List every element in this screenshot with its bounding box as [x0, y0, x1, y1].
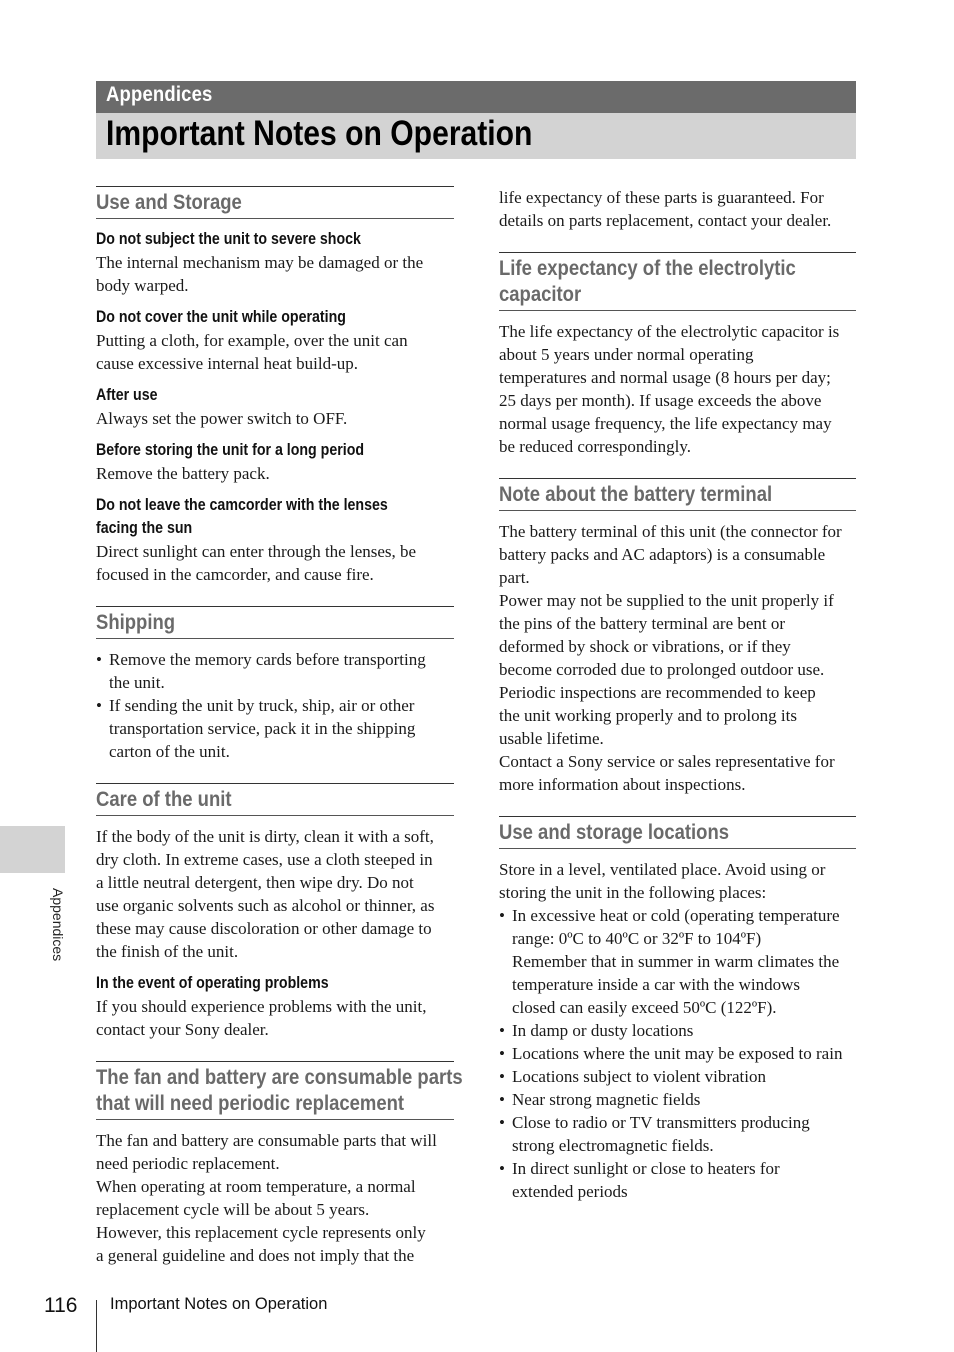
note-block-sun: [96, 494, 454, 586]
continuation-text: life expectancy of these parts is guaranteed. For details on parts replacement, contact your dealer.: [499, 188, 832, 230]
list-item: • Near strong magnetic fields: [499, 1088, 856, 1111]
right-column: [499, 186, 856, 1203]
list-item: • In excessive heat or cold (operating temperature range: 0ºC to 40ºC or 32ºF to 104ºF) Remember that in summer in warm climates the temperature inside a car with the windows closed can easily exceed 50ºC (122ºF).: [499, 904, 856, 1019]
note-title: Before storing the unit for a long period: [96, 441, 365, 459]
list-item: • Locations where the unit may be exposed to rain: [499, 1042, 856, 1065]
note-text: Remove the battery pack.: [96, 464, 270, 483]
page-number: 116: [44, 1294, 78, 1317]
battery-terminal-text: The battery terminal of this unit (the connector for battery packs and AC adaptors) is a consumable part. Power may not be supplied to the unit properly if the pins of the battery terminal are bent or deformed by shock or vibrations, or if they become corroded due to prolonged outdoor use. Periodic inspections are recommended to keep the unit working properly and to prolong its usable lifetime. Contact a Sony service or sales representative for more information about inspections.: [499, 522, 842, 794]
note-block-cover: [96, 306, 454, 375]
side-chapter-label: Appendices: [50, 888, 66, 962]
list-item: • Remove the memory cards before transporting the unit.: [96, 648, 454, 694]
chapter-banner: [96, 81, 856, 113]
footer-title: Important Notes on Operation: [110, 1295, 328, 1313]
section-heading-battery-terminal: Note about the battery terminal: [499, 478, 856, 511]
note-title: Do not subject the unit to severe shock: [96, 230, 361, 248]
list-item: • In damp or dusty locations: [499, 1019, 856, 1042]
list-item: • Locations subject to violent vibration: [499, 1065, 856, 1088]
note-title: facing the sun: [96, 519, 193, 537]
note-text: cause excessive internal heat build-up.: [96, 354, 358, 373]
section-heading-care: Care of the unit: [96, 783, 454, 816]
care-text: If the body of the unit is dirty, clean it with a soft, dry cloth. In extreme cases, use a cloth steeped in a little neutral detergent, then wipe dry. Do not use organic solvents such as alcohol or thinner, as these may cause discoloration or other damage to the finish of the unit.: [96, 827, 435, 961]
note-title: Do not cover the unit while operating: [96, 308, 346, 326]
list-item: • Close to radio or TV transmitters producing strong electromagnetic fields.: [499, 1111, 856, 1157]
locations-intro: Store in a level, ventilated place. Avoid using or storing the unit in the following places:: [499, 860, 826, 902]
section-heading-shipping: Shipping: [96, 606, 454, 639]
note-block-after-use: [96, 384, 454, 430]
note-block-shock: [96, 228, 454, 297]
fan-battery-text: The fan and battery are consumable parts that will need periodic replacement. When operating at room temperature, a normal replacement cycle will be about 5 years. However, this replacement cycle represents only a general guideline and does not imply that the: [96, 1131, 437, 1265]
page-title: Important Notes on Operation: [106, 114, 533, 153]
list-item: • If sending the unit by truck, ship, air or other transportation service, pack it in the shipping carton of the unit.: [96, 694, 454, 763]
note-title: Do not leave the camcorder with the lenses: [96, 496, 388, 514]
chapter-title: Appendices: [106, 83, 213, 106]
note-text: Always set the power switch to OFF.: [96, 409, 348, 428]
note-text: Putting a cloth, for example, over the unit can: [96, 331, 408, 350]
left-column: [96, 186, 463, 1267]
note-text: focused in the camcorder, and cause fire.: [96, 565, 374, 584]
list-item: • In direct sunlight or close to heaters for extended periods: [499, 1157, 856, 1203]
note-title: After use: [96, 386, 158, 404]
note-text: Direct sunlight can enter through the lenses, be: [96, 542, 417, 561]
note-title: In the event of operating problems: [96, 974, 329, 992]
locations-list: [499, 904, 856, 1203]
note-text: body warped.: [96, 276, 189, 295]
note-block-storing: [96, 439, 454, 485]
capacitor-text: The life expectancy of the electrolytic capacitor is about 5 years under normal operating temperatures and normal usage (8 hours per day; 25 days per month). If usage exceeds the above normal usage frequency, the life expectancy may be reduced correspondingly.: [499, 322, 840, 456]
note-block-problems: In the event of operating problems If you should experience problems with the unit, contact your Sony dealer.: [96, 974, 427, 1039]
section-heading-fan-battery: The fan and battery are consumable parts that will need periodic replacement: [96, 1061, 454, 1120]
section-heading-capacitor: Life expectancy of the electrolytic capacitor: [499, 252, 856, 311]
footer-divider: [96, 1300, 97, 1352]
side-tab-marker: [0, 826, 65, 873]
note-text: The internal mechanism may be damaged or the: [96, 253, 424, 272]
shipping-list: [96, 648, 454, 763]
section-heading-use-storage: Use and Storage: [96, 186, 454, 219]
section-heading-locations: Use and storage locations: [499, 816, 856, 849]
page-title-banner: [96, 113, 856, 159]
